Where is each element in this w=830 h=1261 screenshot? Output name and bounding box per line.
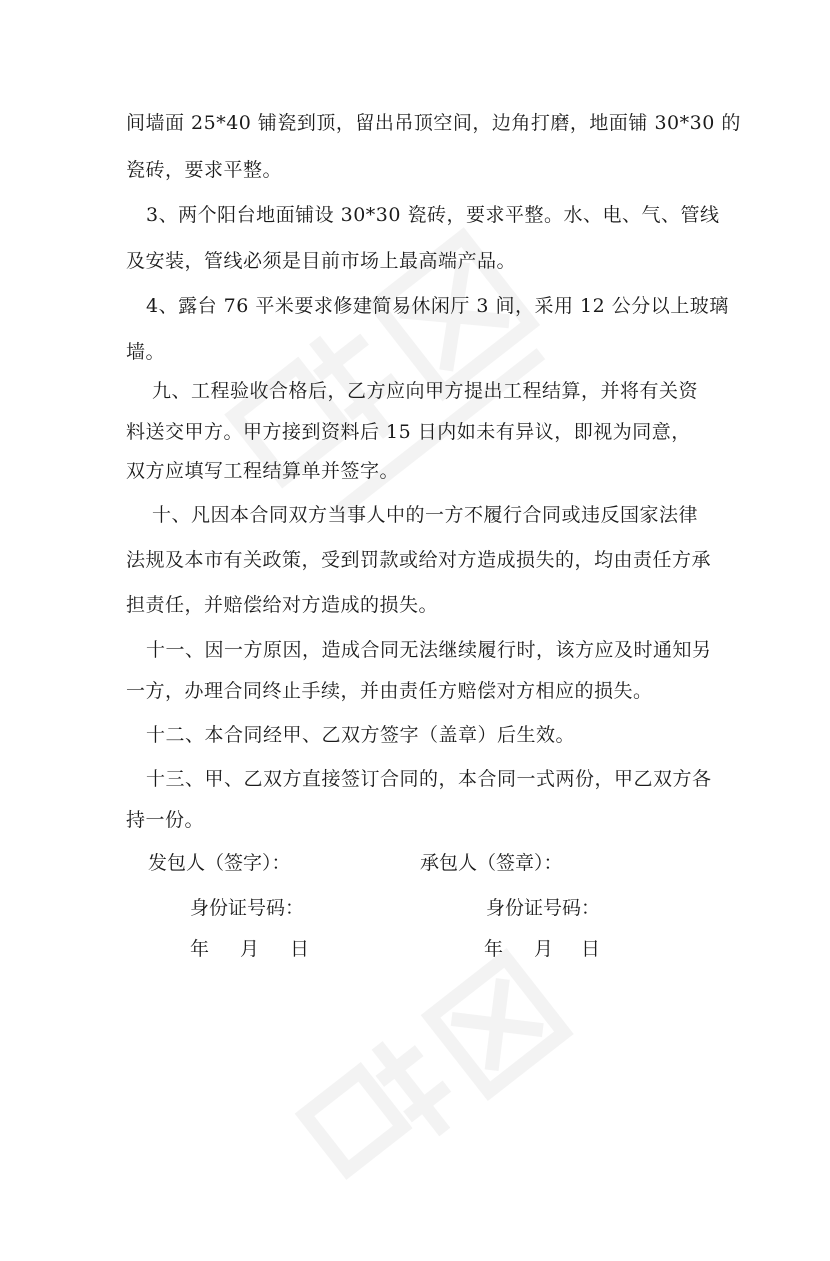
party-a-date-year: 年 bbox=[190, 938, 210, 960]
body-line: 九、工程验收合格后，乙方应向甲方提出工程结算，并将有关资 bbox=[152, 380, 699, 402]
body-line: 十一、因一方原因，造成合同无法继续履行时，该方应及时通知另 bbox=[146, 639, 712, 661]
party-b-signature-label: 承包人（签章）： bbox=[420, 852, 563, 874]
party-b-date-month: 月 bbox=[534, 938, 554, 960]
body-line: 一方，办理合同终止手续，并由责任方赔偿对方相应的损失。 bbox=[126, 680, 653, 702]
watermark-logo-bottom bbox=[270, 919, 630, 1261]
party-b-date-day: 日 bbox=[581, 938, 601, 960]
party-b-id-label: 身份证号码： bbox=[486, 897, 601, 919]
party-a-date-month: 月 bbox=[240, 938, 260, 960]
body-line: 瓷砖，要求平整。 bbox=[126, 159, 283, 181]
party-b-date-year: 年 bbox=[484, 938, 504, 960]
body-line: 法规及本市有关政策，受到罚款或给对方造成损失的，均由责任方承 bbox=[126, 549, 712, 571]
party-a-date-day: 日 bbox=[290, 938, 310, 960]
body-line: 十二、本合同经甲、乙双方签字（盖章）后生效。 bbox=[146, 724, 576, 746]
body-line: 间墙面 25*40 铺瓷到顶，留出吊顶空间，边角打磨，地面铺 30*30 的 bbox=[126, 112, 741, 134]
body-line: 担责任，并赔偿给对方造成的损失。 bbox=[126, 594, 439, 616]
body-line: 十、凡因本合同双方当事人中的一方不履行合同或违反国家法律 bbox=[152, 504, 699, 526]
body-line: 双方应填写工程结算单并签字。 bbox=[126, 460, 400, 482]
party-a-id-label: 身份证号码： bbox=[190, 897, 305, 919]
body-line: 持一份。 bbox=[126, 809, 205, 831]
party-a-signature-label: 发包人（签字）： bbox=[148, 852, 291, 874]
body-line: 墙。 bbox=[126, 341, 166, 363]
body-line: 及安装，管线必须是目前市场上最高端产品。 bbox=[126, 250, 517, 272]
body-line: 料送交甲方。甲方接到资料后 15 日内如未有异议，即视为同意， bbox=[126, 421, 691, 443]
body-line: 3、两个阳台地面铺设 30*30 瓷砖，要求平整。水、电、气、管线 bbox=[146, 204, 720, 226]
body-line: 4、露台 76 平米要求修建简易休闲厅 3 间，采用 12 公分以上玻璃 bbox=[146, 295, 729, 317]
body-line: 十三、甲、乙双方直接签订合同的，本合同一式两份，甲乙双方各 bbox=[146, 768, 712, 790]
